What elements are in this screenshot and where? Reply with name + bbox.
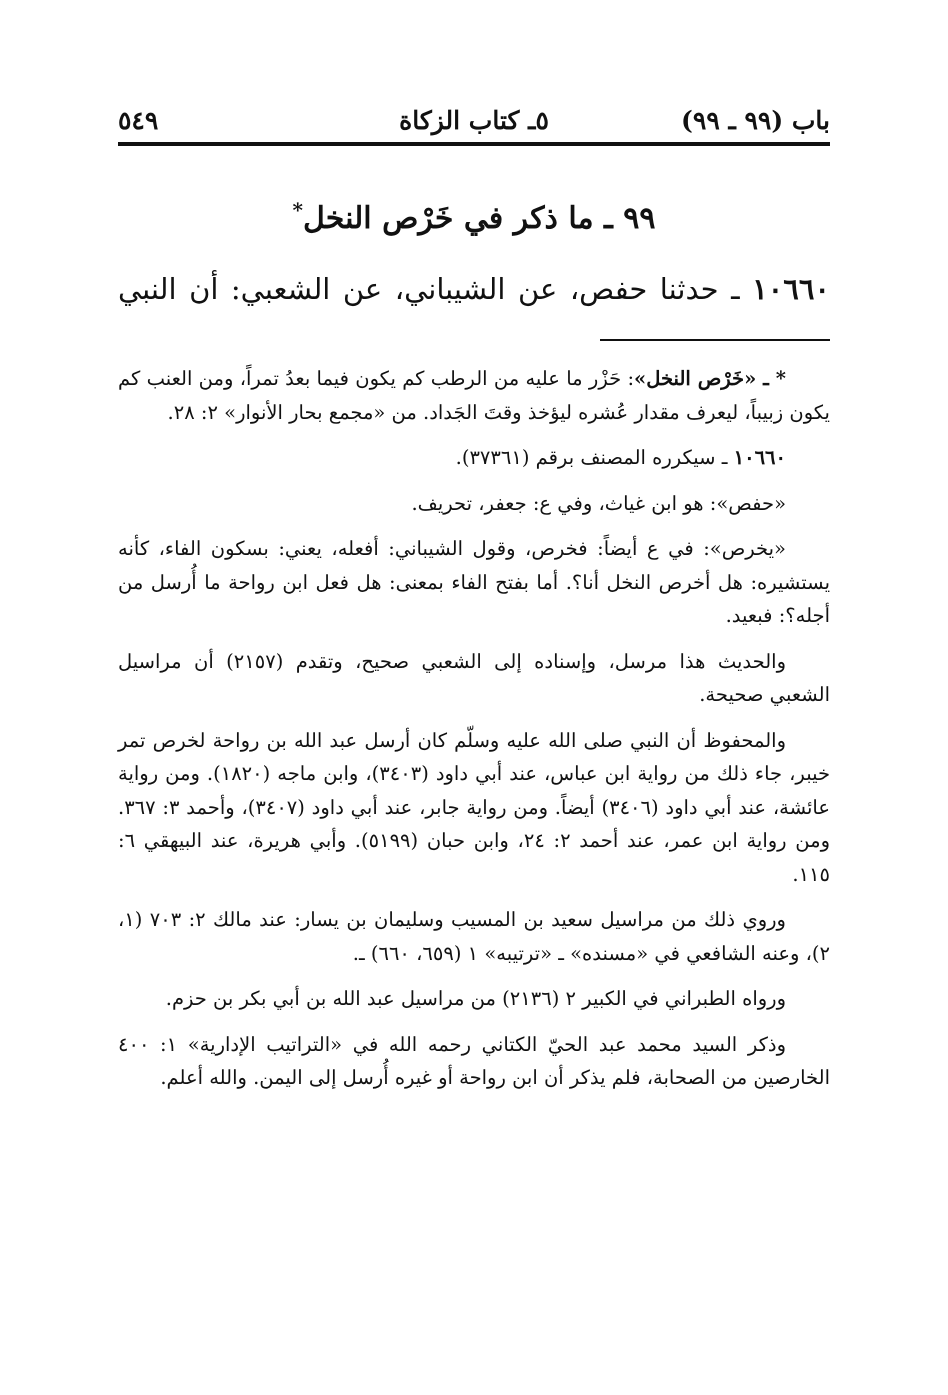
hadith-text xyxy=(118,266,830,312)
footnote-paragraph xyxy=(118,362,830,429)
footnote-lead: * ـ «خَرْص النخل» xyxy=(634,367,786,390)
footnote-separator xyxy=(600,339,830,341)
footnote-text: ـ سيكرره المصنف برقم (٣٧٣٦١). xyxy=(455,446,734,469)
footnote-paragraph xyxy=(118,487,830,521)
footnote-paragraph xyxy=(118,1028,830,1095)
footnote-text: : حَزْر ما عليه من الرطب كم يكون فيما بعدُ تمراً، ومن العنب كم يكون زبيباً، ليعرف مقدار عُشره ليؤخذ وقتَ الجَداد. من «مجمع بحار الأنوار» ٢: ٢٨. xyxy=(118,367,830,424)
running-header xyxy=(118,100,830,146)
footnote-text: والمحفوظ أن النبي صلى الله عليه وسلّم كان أرسل عبد الله بن رواحة لخرص تمر خيبر، جاء ذلك من رواية ابن عباس، عند أبي داود (٣٤٠٣)، وابن ماجه (١٨٢٠). ومن رواية عائشة، عند أبي داود (٣٤٠٦) أيضاً. ومن رواية جابر، عند أبي داود (٣٤٠٧)، وأحمد ٣: ٣٦٧. ومن رواية ابن عمر، عند أحمد ٢: ٢٤، وابن حبان (٥١٩٩). وأبي هريرة، عند البيهقي ٦: ١١٥. xyxy=(118,728,831,886)
footnote-paragraph xyxy=(118,645,830,712)
footnote-text: وروي ذلك من مراسيل سعيد بن المسيب وسليمان بن يسار: عند مالك ٢: ٧٠٣ (١، ٢)، وعنه الشافعي في «مسنده» ـ «ترتيبه» ١ (٦٥٩، ٦٦٠) ـ. xyxy=(118,908,830,965)
hadith-body: ـ حدثنا حفص، عن الشيباني، عن الشعبي: أن النبي xyxy=(118,272,753,306)
footnote-paragraph xyxy=(118,724,830,892)
footnote-marker: * xyxy=(292,198,304,222)
footnote-text: والحديث هذا مرسل، وإسناده إلى الشعبي صحيح، وتقدم (٢١٥٧) أن مراسيل الشعبي صحيحة. xyxy=(118,649,830,706)
page-number: ٥٤٩ xyxy=(118,106,159,135)
chapter-title-text: ٩٩ ـ ما ذكر في خَرْص النخل xyxy=(303,201,656,236)
footnotes xyxy=(118,362,830,1107)
header-book-title: ٥ـ كتاب الزكاة xyxy=(399,106,549,135)
hadith-number: ١٠٦٦٠ xyxy=(752,272,830,306)
footnote-paragraph xyxy=(118,982,830,1016)
footnote-paragraph xyxy=(118,532,830,633)
footnote-text: «يخرص»: في ع أيضاً: فخرص، وقول الشيباني: أفعله، يعني: بسكون الفاء، كأنه يستشيره: هل أخرص النخل أنا؟. أما بفتح الفاء بمعنى: هل فعل ابن رواحة ما أُرسل من أجله؟: فبعيد. xyxy=(118,537,830,627)
footnote-text: وذكر السيد محمد عبد الحيّ الكتاني رحمه الله في «التراتيب الإدارية» ١: ٤٠٠ الخارصين من الصحابة، فلم يذكر أن ابن رواحة أو غيره أُرسل إلى اليمن. والله أعلم. xyxy=(118,1032,830,1089)
chapter-title xyxy=(118,188,830,241)
footnote-lead: ١٠٦٦٠ xyxy=(733,446,786,469)
footnote-paragraph xyxy=(118,441,830,475)
footnote-text: «حفص»: هو ابن غياث، وفي ع: جعفر، تحريف. xyxy=(411,491,786,515)
header-chapter: باب (٩٩ ـ ٩٩) xyxy=(681,106,830,135)
footnote-paragraph xyxy=(118,903,830,970)
footnote-text: ورواه الطبراني في الكبير ٢ (٢١٣٦) من مراسيل عبد الله بن أبي بكر بن حزم. xyxy=(165,987,786,1010)
